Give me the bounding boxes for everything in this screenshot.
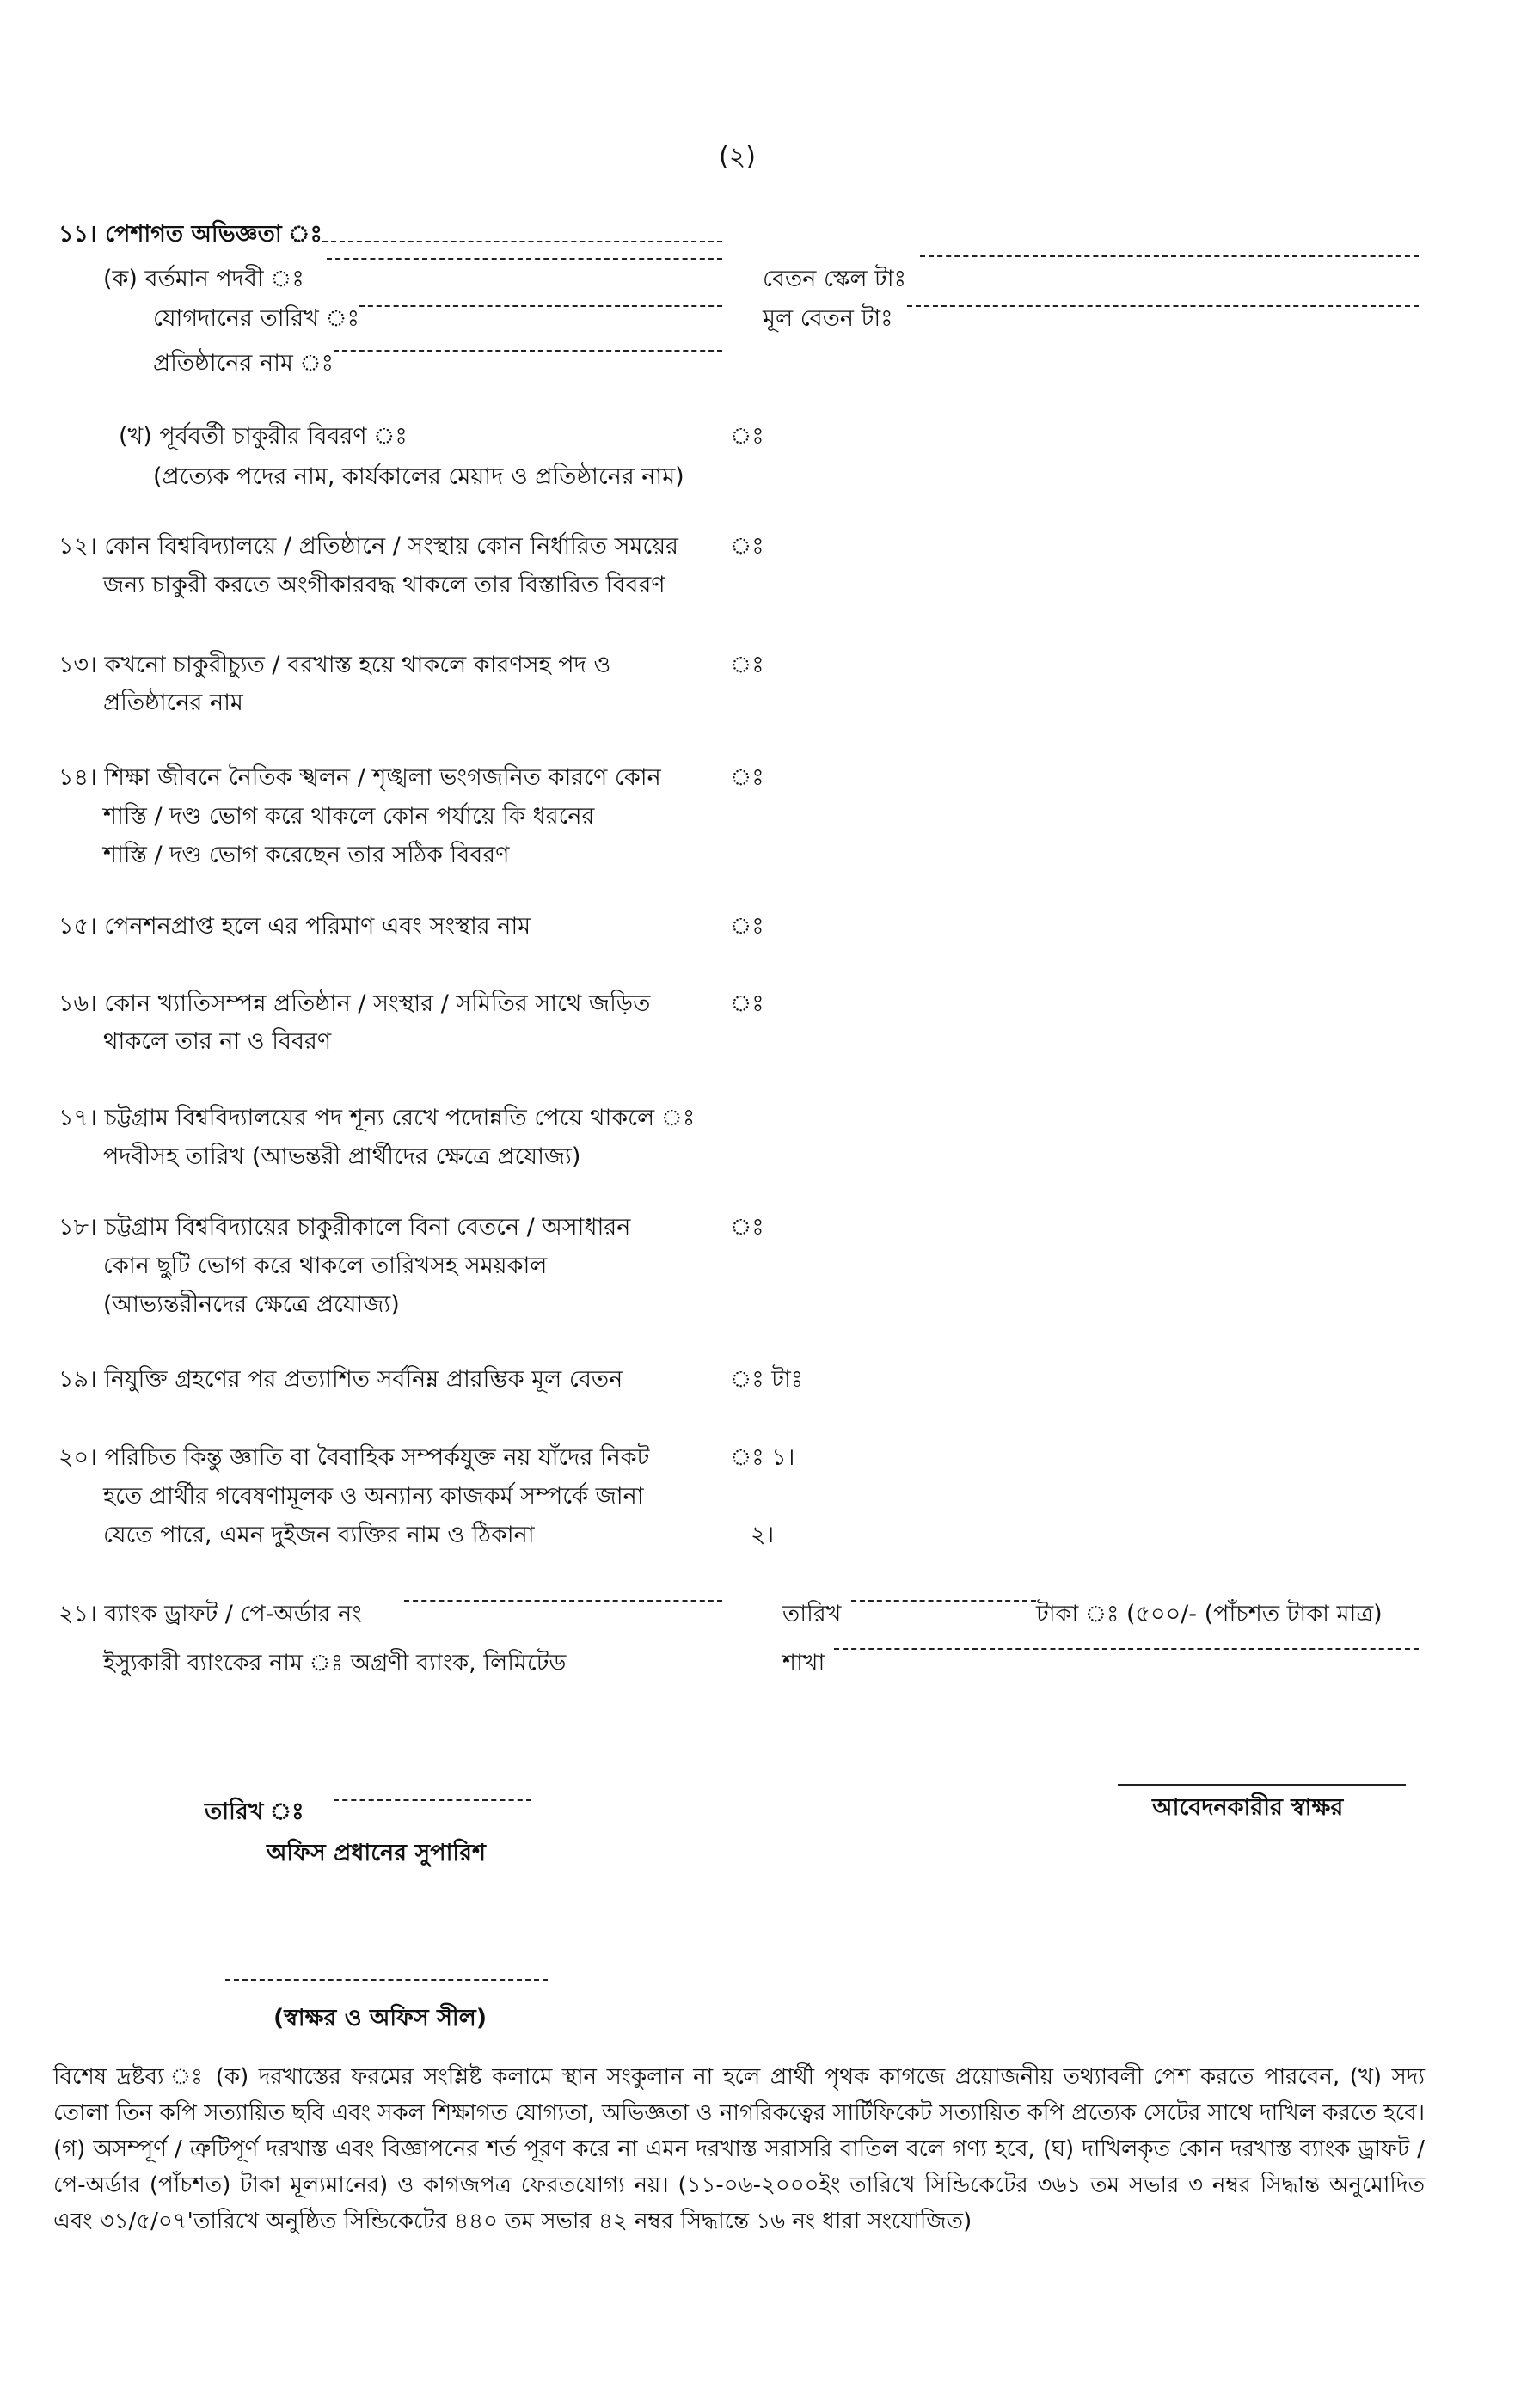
branch-label: শাখা (782, 1650, 825, 1676)
basic-pay-field[interactable] (907, 305, 1419, 307)
item-11-blank[interactable] (322, 241, 722, 242)
previous-job-note: (প্রত্যেক পদের নাম, কার্যকালের মেয়াদ ও প্রতিষ্ঠানের নাম) (153, 463, 684, 490)
item-12-line1: ১২। কোন বিশ্ববিদ্যালয়ে / প্রতিষ্ঠানে / সংস্থায় কোন নির্ধারিত সময়ের (58, 533, 679, 560)
signature-seal-label: (স্বাক্ষর ও অফিস সীল) (273, 2005, 488, 2031)
item-19-label: ১৯। নিযুক্তি গ্রহণের পর প্রত্যাশিত সর্বনিম্ন প্রারম্ভিক মূল বেতন (58, 1366, 623, 1393)
previous-job-label: (খ) পূর্ববর্তী চাকুরীর বিবরণ ঃ (119, 423, 408, 450)
item-19-value: ঃ টাঃ (730, 1366, 804, 1393)
item-14-line1: ১৪। শিক্ষা জীবনে নৈতিক স্খলন / শৃঙ্খলা ভংগজনিত কারণে কোন (58, 764, 661, 791)
item-11-label: ১১। পেশাগত অভিজ্ঞতা ঃ (58, 221, 322, 248)
draft-amount: টাকা ঃ (৫০০/- (পাঁচশত টাকা মাত্র) (1036, 1601, 1383, 1627)
previous-job-colon: ঃ (730, 423, 764, 450)
pay-scale-field[interactable] (920, 255, 1419, 257)
draft-date-label: তারিখ (782, 1601, 842, 1627)
basic-pay-label: মূল বেতন টাঃ (763, 305, 893, 332)
institution-name-field[interactable] (334, 350, 722, 352)
office-date-label: তারিখ ঃ (205, 1798, 304, 1825)
item-13-line2: প্রতিষ্ঠানের নাম (103, 689, 243, 716)
draft-number-field[interactable] (404, 1600, 722, 1602)
item-12-line2: জন্য চাকুরী করতে অংগীকারবদ্ধ থাকলে তার বিস্তারিত বিবরণ (103, 572, 665, 598)
applicant-signature-line[interactable] (1118, 1784, 1406, 1786)
current-post-field[interactable] (327, 258, 722, 260)
branch-field[interactable] (834, 1648, 1419, 1650)
reference-2: ২। (751, 1522, 775, 1548)
joining-date-field[interactable] (359, 305, 722, 307)
item-14-line3: শাস্তি / দণ্ড ভোগ করেছেন তার সঠিক বিবরণ (103, 842, 510, 868)
item-20-line1: ২০। পরিচিত কিন্তু জ্ঞাতি বা বৈবাহিক সম্পর্কযুক্ত নয় যাঁদের নিকট (58, 1444, 650, 1471)
joining-date-label: যোগদানের তারিখ ঃ (153, 305, 359, 332)
item-14-colon: ঃ (730, 764, 764, 791)
item-17-line1: ১৭। চট্টগ্রাম বিশ্ববিদ্যালয়ের পদ শূন্য রেখে পদোন্নতি পেয়ে থাকলে ঃ (58, 1105, 696, 1131)
item-16-line1: ১৬। কোন খ্যাতিসম্পন্ন প্রতিষ্ঠান / সংস্থার / সমিতির সাথে জড়িত (58, 990, 651, 1017)
reference-1: ঃ ১। (730, 1444, 795, 1471)
item-17-line2: পদবীসহ তারিখ (আভন্তরী প্রার্থীদের ক্ষেত্রে প্রযোজ্য) (103, 1143, 581, 1170)
current-post-label: (ক) বর্তমান পদবী ঃ (103, 266, 304, 292)
office-head-recommendation: অফিস প্রধানের সুপারিশ (267, 1840, 486, 1866)
applicant-signature-label: আবেদনকারীর স্বাক্ষর (1152, 1794, 1344, 1821)
pay-scale-label: বেতন স্কেল টাঃ (763, 266, 906, 292)
issuing-bank-name: ইস্যুকারী ব্যাংকের নাম ঃ অগ্রণী ব্যাংক, লিমিটেড (103, 1650, 567, 1676)
item-16-line2: থাকলে তার না ও বিবরণ (103, 1028, 332, 1055)
page-number: (২) (719, 142, 756, 172)
item-14-line2: শাস্তি / দণ্ড ভোগ করে থাকলে কোন পর্যায়ে কি ধরনের (103, 803, 595, 830)
item-16-colon: ঃ (730, 990, 764, 1017)
item-18-colon: ঃ (730, 1214, 764, 1241)
item-21-label: ২১। ব্যাংক ড্রাফট / পে-অর্ডার নং (58, 1601, 362, 1627)
item-13-line1: ১৩। কখনো চাকুরীচ্যুত / বরখাস্ত হয়ে থাকলে কারণসহ পদ ও (58, 652, 611, 678)
item-20-line3: যেতে পারে, এমন দুইজন ব্যক্তির নাম ও ঠিকানা (103, 1522, 535, 1548)
office-date-field[interactable] (334, 1799, 531, 1801)
item-18-line1: ১৮। চট্টগ্রাম বিশ্ববিদ্যায়ের চাকুরীকালে বিনা বেতনে / অসাধারন (58, 1214, 631, 1241)
item-18-line3: (আভ্যন্তরীনদের ক্ষেত্রে প্রযোজ্য) (103, 1291, 400, 1318)
item-18-line2: কোন ছুটি ভোগ করে থাকলে তারিখসহ সময়কাল (103, 1253, 548, 1279)
item-13-colon: ঃ (730, 652, 764, 678)
draft-date-field[interactable] (851, 1600, 1036, 1602)
item-15-colon: ঃ (730, 913, 764, 940)
item-15-line1: ১৫। পেনশনপ্রাপ্ত হলে এর পরিমাণ এবং সংস্থার নাম (58, 913, 531, 940)
special-note: বিশেষ দ্রষ্টব্য ঃ (ক) দরখাস্তের ফরমের সংশ্লিষ্ট কলামে স্থান সংকুলান না হলে প্রার্থী পৃথক কাগজে প্রয়োজনীয় তথ্যাবলী পেশ করতে পারবেন, (খ) সদ্য তোলা তিন কপি সত্যায়িত ছবি এবং সকল শিক্ষাগত যোগ্যতা, অভিজ্ঞতা ও নাগরিকত্বের সার্টিফিকেট সত্যায়িত কপি প্রত্যেক সেটের সাথে দাখিল করতে হবে। (গ) অসম্পূর্ণ / ত্রুটিপূর্ণ দরখাস্ত এবং বিজ্ঞাপনের শর্ত পূরণ করে না এমন দরখাস্ত সরাসরি বাতিল বলে গণ্য হবে, (ঘ) দাখিলকৃত কোন দরখাস্ত ব্যাংক ড্রাফট / পে-অর্ডার (পাঁচশত) টাকা মূল্যমানের) ও কাগজপত্র ফেরতযোগ্য নয়। (১১-০৬-২০০০ইং তারিখে সিন্ডিকেটের ৩৬১ তম সভার ৩ নম্বর সিদ্ধান্ত অনুমোদিত এবং ৩১/৫/০৭'তারিখে অনুষ্ঠিত সিন্ডিকেটের ৪৪০ তম সভার ৪২ নম্বর সিদ্ধান্তে ১৬ নং ধারা সংযোজিত) (53, 2064, 1425, 2234)
institution-name-label: প্রতিষ্ঠানের নাম ঃ (153, 350, 334, 377)
item-20-line2: হতে প্রার্থীর গবেষণামূলক ও অন্যান্য কাজকর্ম সম্পর্কে জানা (103, 1483, 644, 1510)
office-signature-line[interactable] (225, 1979, 548, 1981)
item-12-colon: ঃ (730, 533, 764, 560)
